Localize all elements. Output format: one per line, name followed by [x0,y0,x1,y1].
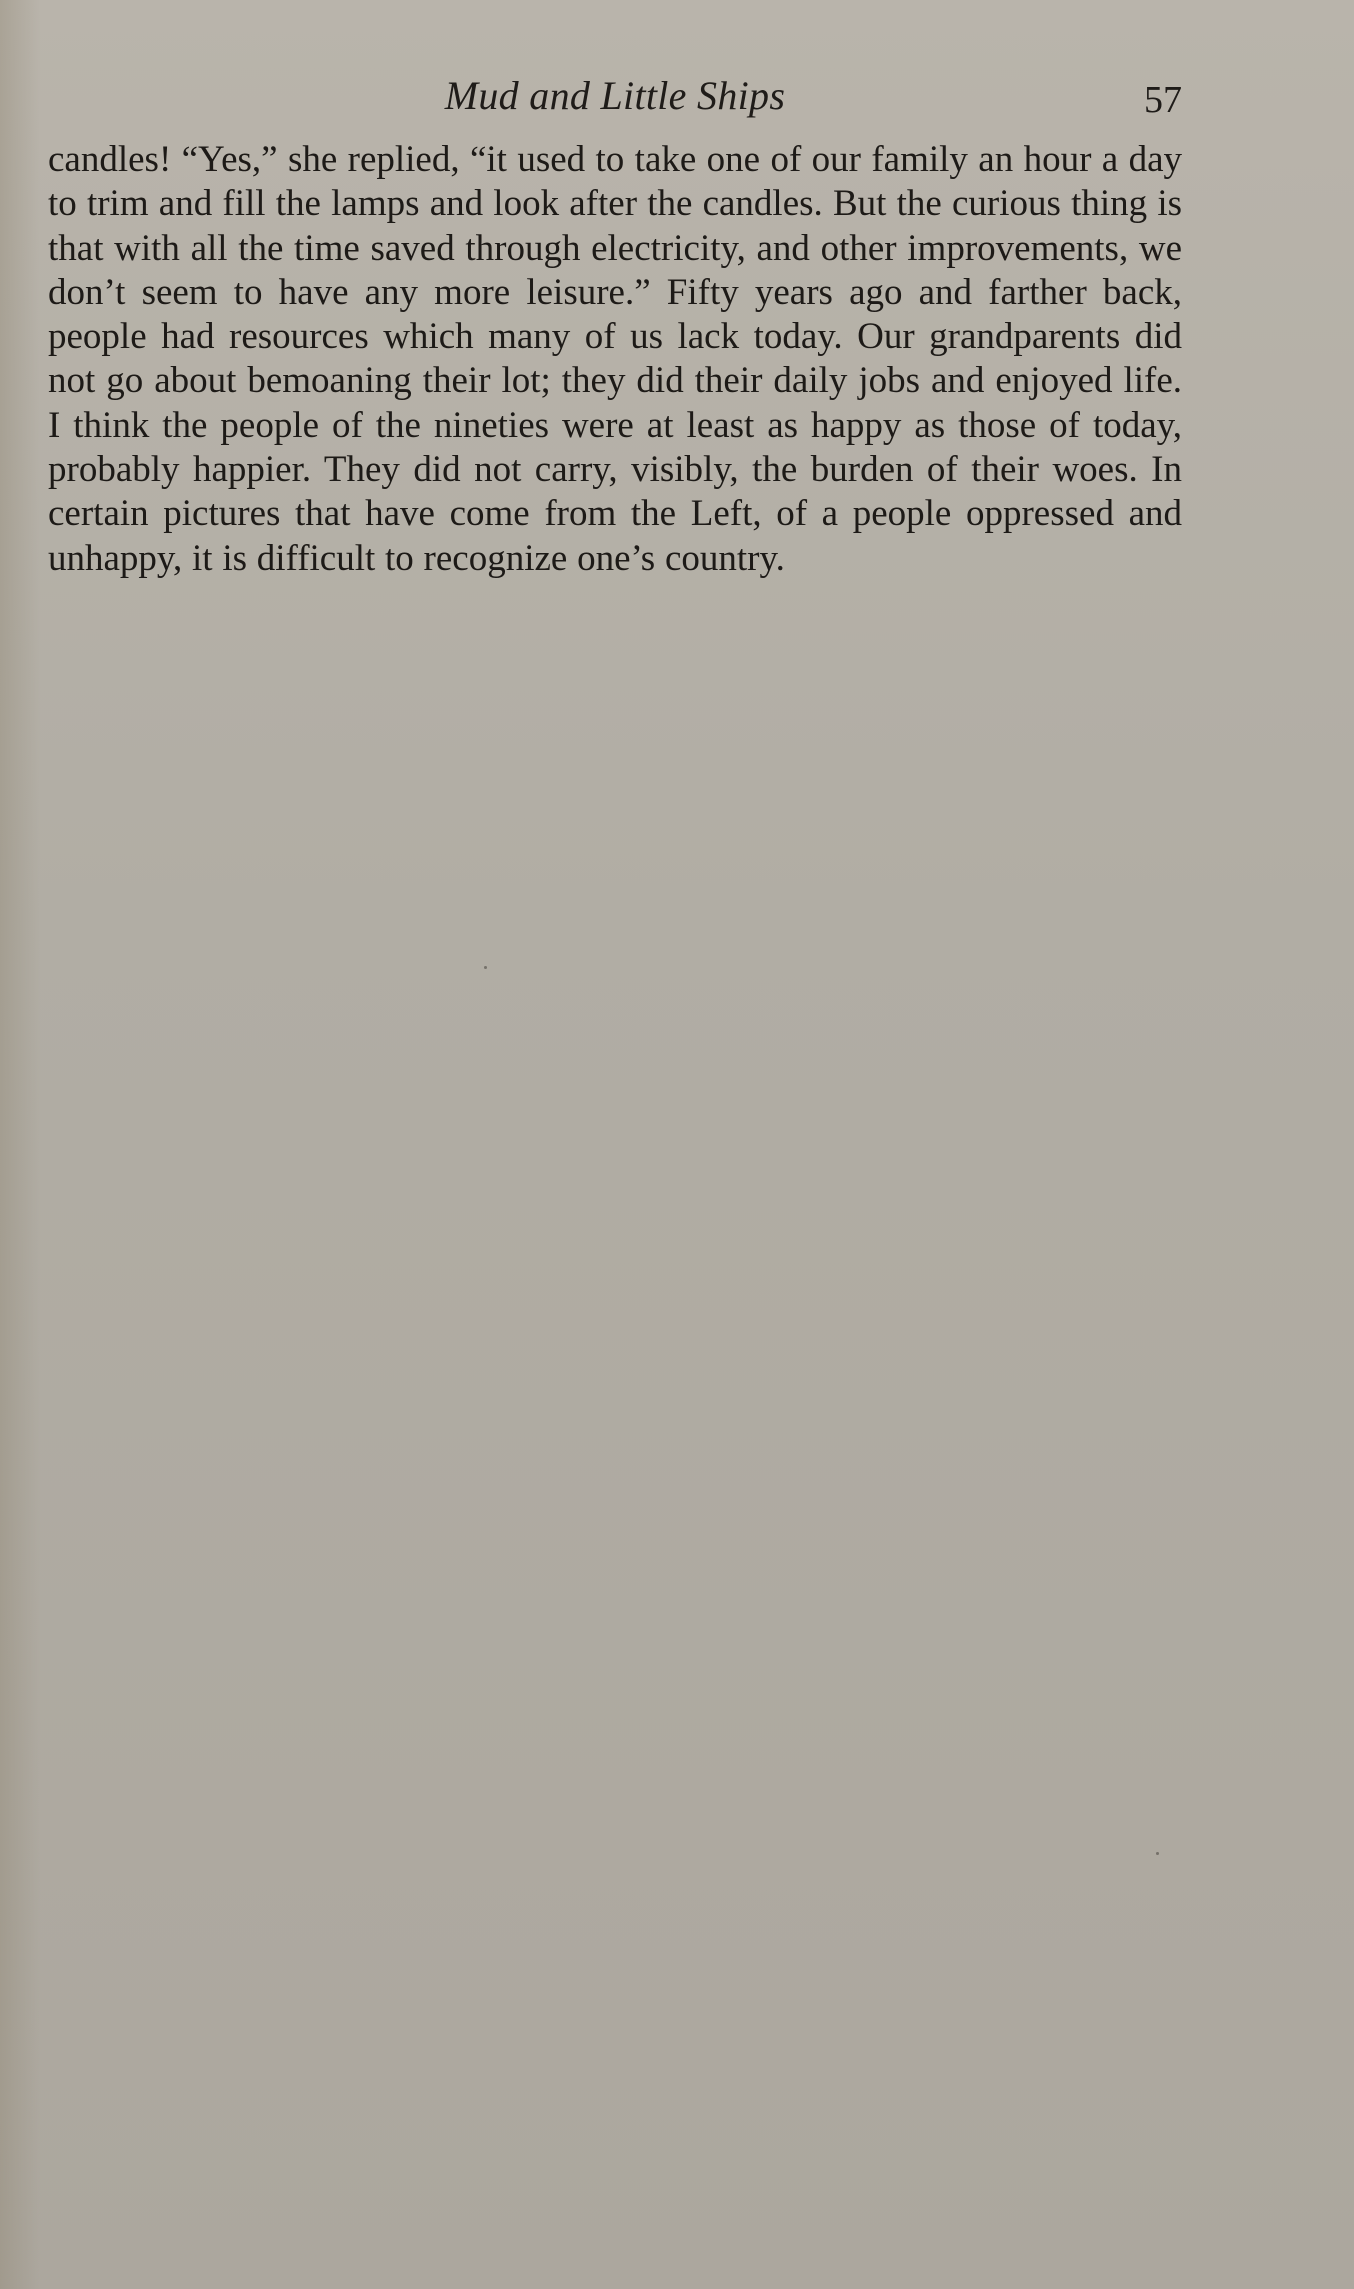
page-number: 57 [1144,79,1182,121]
body-paragraph: candles! “Yes,” she replied, “it used to take one of our family an hour a day to trim and fill the lamps and look after the candles. But the curious thing is that with all the time saved through electricity, and other improvements, we don’t seem to have any more leisure.” Fifty years ago and farther back, people had resources which many of us lack today. Our grandparents did not go about bemoaning their lot; they did their daily jobs and enjoyed life. I think the people of the nineties were at least as happy as those of today, probably happier. They did not carry, visibly, the burden of their woes. In certain pictures that have come from the Left, of a people oppressed and unhappy, it is difficult to recognize one’s country. [48,139,1182,579]
running-head [48,72,1182,122]
chapter-title: Mud and Little Ships [444,73,786,118]
paper-speck [1156,1852,1159,1855]
paper-speck [484,966,487,969]
